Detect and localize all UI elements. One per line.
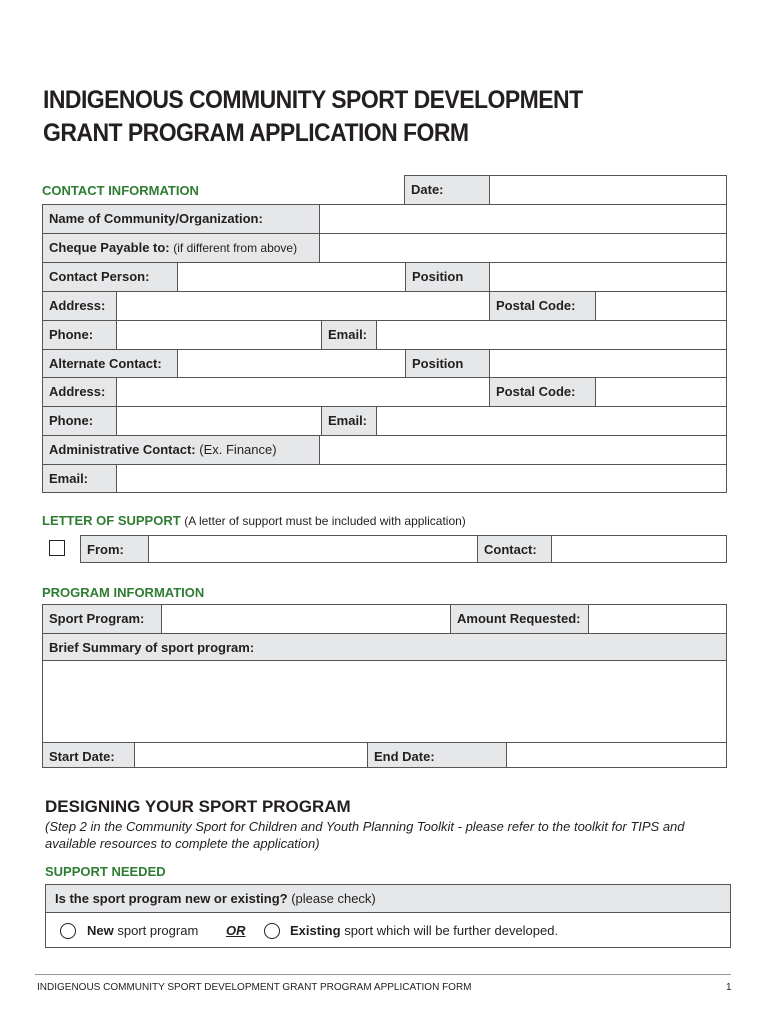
contact-field[interactable] (551, 536, 726, 562)
admin-label (43, 435, 320, 464)
support-letter-row (80, 535, 727, 563)
phone-label: Phone: (43, 320, 117, 349)
support-letter-title: LETTER OF SUPPORT (42, 513, 181, 528)
contact-heading: CONTACT INFORMATION (42, 183, 199, 198)
program-heading: PROGRAM INFORMATION (42, 585, 205, 600)
amount-label: Amount Requested: (450, 605, 589, 634)
existing-rest: sport which will be further developed. (344, 923, 559, 938)
cheque-note: (if different from above) (173, 241, 298, 255)
title-line-1: INDIGENOUS COMMUNITY SPORT DEVELOPMENT (43, 86, 583, 114)
designing-note: (Step 2 in the Community Sport for Children and Youth Planning Toolkit - please refer to the toolkit for TIPS and available resources to complete the application) (45, 819, 685, 851)
existing-program-radio[interactable] (264, 923, 280, 939)
admin-note: (Ex. Finance) (199, 442, 277, 457)
alt-phone-label: Phone: (43, 406, 117, 435)
summary-label: Brief Summary of sport program: (43, 633, 726, 661)
alt-email-field[interactable] (376, 406, 726, 435)
contact-person-field[interactable] (177, 262, 406, 291)
support-letter-note: (A letter of support must be included with application) (184, 514, 466, 528)
date-field[interactable] (489, 176, 726, 204)
support-letter-checkbox[interactable] (49, 540, 65, 556)
email-label: Email: (321, 320, 377, 349)
designing-heading: DESIGNING YOUR SPORT PROGRAM (45, 797, 351, 816)
support-needed-table (45, 884, 731, 948)
program-table (42, 604, 727, 768)
admin-field[interactable] (319, 435, 726, 464)
page-number: 1 (726, 982, 732, 993)
amount-field[interactable] (588, 605, 726, 634)
options-row (46, 912, 730, 947)
from-field[interactable] (148, 536, 478, 562)
support-needed-heading: SUPPORT NEEDED (45, 864, 166, 879)
alt-postal-label: Postal Code: (489, 377, 595, 406)
contact-label: Contact: (477, 536, 552, 562)
cheque-label-text: Cheque Payable to: (49, 240, 170, 255)
admin-email-label: Email: (43, 464, 117, 492)
start-date-label: Start Date: (43, 742, 135, 767)
admin-label-text: Administrative Contact: (49, 442, 196, 457)
contact-person-label: Contact Person: (43, 262, 177, 291)
name-org-label: Name of Community/Organization: (43, 205, 319, 234)
question-note: (please check) (291, 891, 376, 906)
alt-position-field[interactable] (489, 349, 726, 378)
title-line-2: GRANT PROGRAM APPLICATION FORM (43, 119, 469, 147)
new-rest: sport program (117, 923, 199, 938)
position-label: Position (405, 262, 489, 291)
start-date-field[interactable] (134, 742, 368, 767)
page-title (43, 84, 583, 150)
or-label: OR (226, 923, 246, 938)
admin-email-field[interactable] (116, 464, 726, 492)
summary-field[interactable] (43, 660, 726, 743)
existing-program-option (290, 923, 558, 938)
sport-program-field[interactable] (161, 605, 451, 634)
postal-label: Postal Code: (489, 291, 595, 320)
alt-phone-field[interactable] (116, 406, 322, 435)
new-program-radio[interactable] (60, 923, 76, 939)
position-field[interactable] (489, 262, 726, 291)
phone-field[interactable] (116, 320, 322, 349)
from-label: From: (81, 536, 149, 562)
support-letter-heading (42, 513, 466, 528)
contact-table (42, 204, 727, 493)
address-label: Address: (43, 291, 117, 320)
existing-bold: Existing (290, 923, 341, 938)
alternate-label: Alternate Contact: (43, 349, 177, 378)
postal-field[interactable] (595, 291, 726, 320)
address-field[interactable] (116, 291, 490, 320)
question-text: Is the sport program new or existing? (55, 891, 288, 906)
end-date-field[interactable] (506, 742, 726, 767)
new-program-option (87, 923, 198, 938)
alt-email-label: Email: (321, 406, 377, 435)
footer-text: INDIGENOUS COMMUNITY SPORT DEVELOPMENT GRANT PROGRAM APPLICATION FORM (37, 982, 472, 993)
alt-position-label: Position (405, 349, 489, 378)
alt-address-field[interactable] (116, 377, 490, 406)
footer-divider (35, 974, 731, 975)
name-org-field[interactable] (319, 205, 726, 234)
alternate-field[interactable] (177, 349, 406, 378)
email-field[interactable] (376, 320, 726, 349)
alt-address-label: Address: (43, 377, 117, 406)
date-row (404, 175, 727, 205)
new-bold: New (87, 923, 114, 938)
sport-program-label: Sport Program: (43, 605, 162, 634)
question-label (46, 885, 730, 913)
alt-postal-field[interactable] (595, 377, 726, 406)
date-label: Date: (405, 176, 489, 204)
cheque-field[interactable] (319, 233, 726, 262)
end-date-label: End Date: (367, 742, 507, 767)
